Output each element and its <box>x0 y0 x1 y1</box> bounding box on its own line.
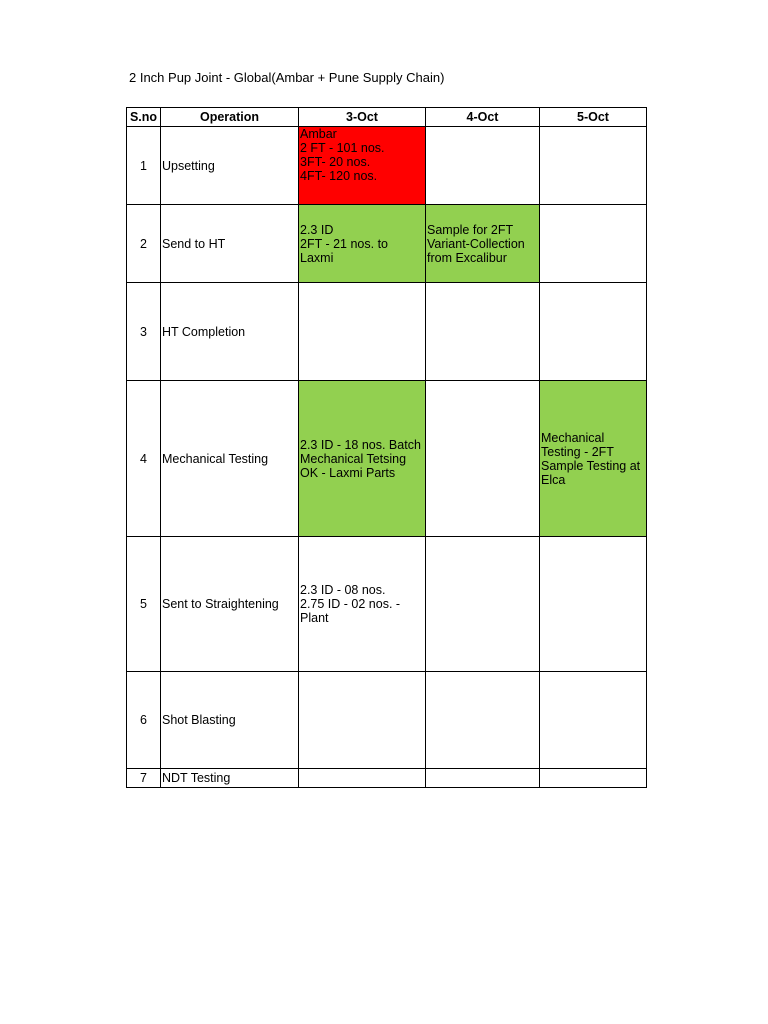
cell-operation[interactable]: Upsetting <box>161 127 299 205</box>
cell-3-oct[interactable] <box>299 672 426 769</box>
table-row <box>127 127 647 205</box>
header-5-oct[interactable]: 5-Oct <box>540 108 647 127</box>
cell-3-oct[interactable] <box>299 769 426 788</box>
table-row <box>127 381 647 537</box>
table-row <box>127 283 647 381</box>
cell-5-oct[interactable] <box>540 769 647 788</box>
cell-operation[interactable]: NDT Testing <box>161 769 299 788</box>
cell-4-oct[interactable]: Sample for 2FT Variant-Collection from Excalibur <box>426 205 540 283</box>
cell-3-oct[interactable] <box>299 283 426 381</box>
table-row <box>127 537 647 672</box>
header-3-oct[interactable]: 3-Oct <box>299 108 426 127</box>
cell-operation[interactable]: Send to HT <box>161 205 299 283</box>
cell-operation[interactable]: Mechanical Testing <box>161 381 299 537</box>
sheet-title: 2 Inch Pup Joint - Global(Ambar + Pune Supply Chain) <box>129 70 445 85</box>
cell-5-oct[interactable] <box>540 283 647 381</box>
table-row <box>127 672 647 769</box>
cell-operation[interactable]: Sent to Straightening <box>161 537 299 672</box>
cell-5-oct[interactable] <box>540 537 647 672</box>
cell-4-oct[interactable] <box>426 769 540 788</box>
cell-5-oct[interactable] <box>540 672 647 769</box>
cell-sno[interactable]: 2 <box>127 205 161 283</box>
header-sno[interactable]: S.no <box>127 108 161 127</box>
cell-sno[interactable]: 3 <box>127 283 161 381</box>
cell-3-oct[interactable]: 2.3 ID 2FT - 21 nos. to Laxmi <box>299 205 426 283</box>
cell-5-oct[interactable] <box>540 127 647 205</box>
cell-3-oct[interactable]: Ambar 2 FT - 101 nos. 3FT- 20 nos. 4FT- 120 nos. <box>299 127 426 205</box>
cell-3-oct[interactable]: 2.3 ID - 18 nos. Batch Mechanical Tetsing OK - Laxmi Parts <box>299 381 426 537</box>
cell-sno[interactable]: 1 <box>127 127 161 205</box>
cell-4-oct[interactable] <box>426 127 540 205</box>
cell-sno[interactable]: 7 <box>127 769 161 788</box>
cell-5-oct[interactable] <box>540 205 647 283</box>
table-row <box>127 205 647 283</box>
cell-3-oct[interactable]: 2.3 ID - 08 nos. 2.75 ID - 02 nos. - Plant <box>299 537 426 672</box>
header-operation[interactable]: Operation <box>161 108 299 127</box>
table-row <box>127 769 647 788</box>
cell-sno[interactable]: 4 <box>127 381 161 537</box>
cell-sno[interactable]: 5 <box>127 537 161 672</box>
header-4-oct[interactable]: 4-Oct <box>426 108 540 127</box>
cell-operation[interactable]: HT Completion <box>161 283 299 381</box>
header-row <box>127 108 647 127</box>
cell-operation[interactable]: Shot Blasting <box>161 672 299 769</box>
cell-4-oct[interactable] <box>426 537 540 672</box>
cell-5-oct[interactable]: Mechanical Testing - 2FT Sample Testing at Elca <box>540 381 647 537</box>
schedule-table <box>126 107 647 788</box>
cell-4-oct[interactable] <box>426 672 540 769</box>
cell-4-oct[interactable] <box>426 381 540 537</box>
cell-4-oct[interactable] <box>426 283 540 381</box>
cell-sno[interactable]: 6 <box>127 672 161 769</box>
